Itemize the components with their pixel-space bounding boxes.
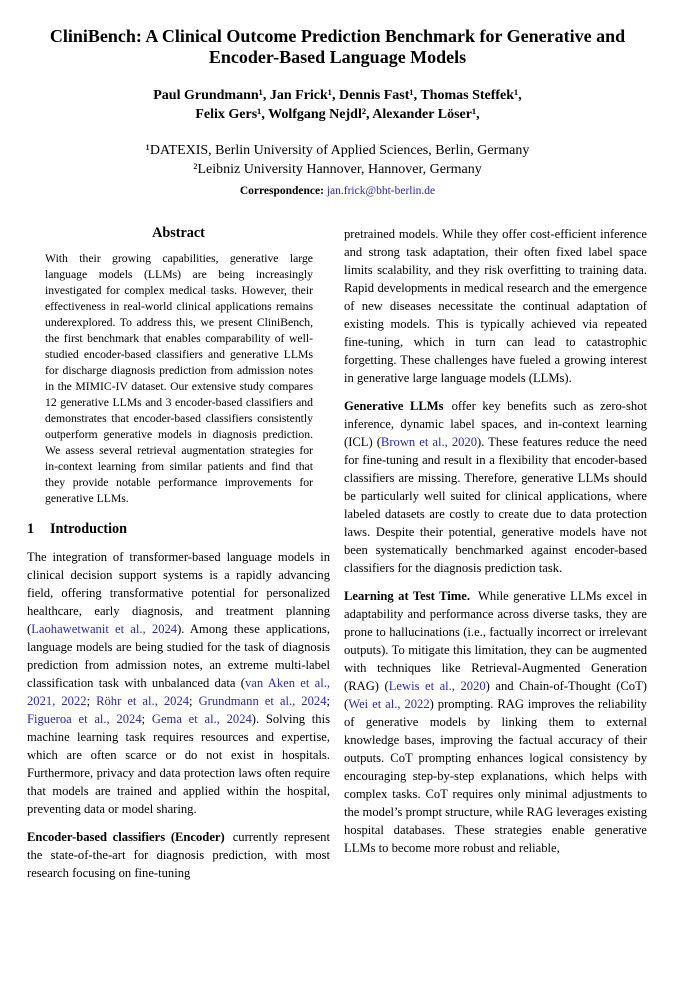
section-title: Introduction (50, 521, 127, 537)
generative-llms-paragraph (344, 397, 647, 577)
correspondence-email-link[interactable]: jan.frick@bht-berlin.de (326, 185, 436, 197)
correspondence-label: Correspondence: (239, 185, 324, 197)
citation-link[interactable]: Wei et al., 2022 (348, 697, 430, 711)
paper-title-line-1: CliniBench: A Clinical Outcome Prediction Benchmark for Generative and (49, 26, 626, 46)
run-in-heading: Learning at Test Time. (344, 589, 470, 603)
text-run: ) and Chain-of-Thought (CoT) ( (344, 679, 647, 711)
affiliation-block (0, 142, 675, 179)
citation-link[interactable]: Röhr et al., 2024 (96, 694, 190, 708)
text-run: The integration of transformer-based language models in clinical decision support systems is a rapidly advancing field, offering transformative potential for personalized healthcare, early diagnosis, and treatment planning ( (27, 550, 330, 636)
author-line-1: Paul Grundmann¹, Jan Frick¹, Dennis Fast¹, Thomas Steffek¹, (153, 88, 522, 103)
paper-title (0, 26, 675, 67)
encoder-classifiers-paragraph-continued (344, 225, 647, 387)
section-1-introduction-heading (27, 521, 330, 538)
author-block (0, 87, 675, 124)
right-column (344, 225, 647, 882)
left-column (27, 225, 330, 882)
abstract-heading: Abstract (152, 225, 205, 241)
text-run: ; (326, 694, 330, 708)
abstract-paragraph (27, 251, 330, 507)
text-run: ; (189, 694, 199, 708)
citation-link[interactable]: Brown et al., 2020 (380, 435, 478, 449)
affiliation-line-1: ¹DATEXIS, Berlin University of Applied Sciences, Berlin, Germany (145, 143, 530, 158)
text-run: ; (141, 712, 152, 726)
text-run: currently represent the state-of-the-art for diagnosis prediction, with most research focusing on fine-tuning (27, 830, 330, 880)
learning-at-test-time-paragraph (344, 587, 647, 857)
citation-link[interactable]: Lewis et al., 2020 (388, 679, 486, 693)
affiliation-line-2: ²Leibniz University Hannover, Hannover, Germany (193, 161, 482, 177)
encoder-classifiers-paragraph (27, 828, 330, 882)
text-run: offer key benefits such as zero-shot inference, dynamic label spaces, and in-context learning (ICL) ( (344, 399, 647, 449)
text-run: ). Among these applications, language models are being studied for the task of diagnosis prediction from admission notes, an extreme multi-label classification task with unbalanced data ( (27, 622, 330, 690)
paper-header (0, 0, 675, 199)
two-column-body (27, 225, 648, 882)
text-run: pretrained models. While they offer cost-efficient inference and strong task adaptation, their often fixed label space limits scalability, and they risk overfitting to training data. Rapid developments in medical research and the emergence of new diseases necessitate the continual adaptation of existing models. This is typically achieved via repeated fine-tuning, which in turn can lead to catastrophic forgetting. These challenges have fueled a growing interest in generative large language models (LLMs). (344, 227, 647, 385)
citation-link[interactable]: Laohawetwanit et al., 2024 (31, 622, 178, 636)
paper-title-line-2: Encoder-Based Language Models (208, 46, 467, 67)
text-run: ). These features reduce the need for fine-tuning and result in a flexibility that encoder-based classifiers are missing. Therefore, generative LLMs should be particularly well suited for clinical applications, where labeled datasets are costly to create due to data protection laws. Despite their potential, generative models have not been systematically benchmarked against encoder-based classifiers for the diagnosis prediction task. (344, 435, 647, 575)
text-run: ) prompting. RAG improves the reliability of generative models by linking them to external knowledge bases, improving the factual accuracy of their outputs. CoT prompting enhances logical consistency by encouraging step-by-step explanations, which helps with complex tasks. CoT requires only minimal adjustments to the model’s prompt structure, while RAG leverages existing hospital databases. These strategies enable generative LLMs to become more robust and reliable, (344, 697, 647, 855)
text-run: ; (86, 694, 97, 708)
text-run: While generative LLMs excel in adaptability and performance across diverse tasks, they are prone to hallucinations (i.e., factually incorrect or irrelevant outputs). To mitigate this limitation, they can be augmented with techniques like Retrieval-Augmented Generation (RAG) ( (344, 589, 647, 693)
section-number: 1 (27, 521, 35, 537)
citation-link[interactable]: Figueroa et al., 2024 (27, 712, 142, 726)
text-run: ). Solving this machine learning task requires resources and expertise, which are often scarce or do not exist in hospitals. Furthermore, privacy and data protection laws often require that models are trained and applied within the hospital, preventing data or model sharing. (27, 712, 330, 816)
introduction-paragraph-1 (27, 548, 330, 818)
text-run: With their growing capabilities, generative large language models (LLMs) are being increasingly investigated for complex medical tasks. However, their effectiveness in real-world clinical applications remains underexplored. To address this, we present CliniBench, the first benchmark that enables comparability of well-studied encoder-based classifiers and generative LLMs for discharge diagnosis prediction from admission notes in the MIMIC-IV dataset. Our extensive study compares 12 generative LLMs and 3 encoder-based classifiers and demonstrates that encoder-based classifiers consistently outperform generative models in diagnosis prediction. We assess several retrieval augmentation strategies for in-context learning from similar patients and find that they provide notable performance improvements for generative LLMs. (45, 252, 313, 505)
run-in-heading: Encoder-based classifiers (Encoder) (27, 830, 225, 844)
author-line-2: Felix Gers¹, Wolfgang Nejdl², Alexander Löser¹, (195, 106, 480, 122)
citation-link[interactable]: Grundmann et al., 2024 (198, 694, 327, 708)
citation-link[interactable]: Gema et al., 2024 (151, 712, 252, 726)
correspondence-line (0, 184, 675, 199)
run-in-heading: Generative LLMs (344, 399, 444, 413)
citation-link[interactable]: van Aken et al., 2021, 2022 (27, 676, 331, 708)
